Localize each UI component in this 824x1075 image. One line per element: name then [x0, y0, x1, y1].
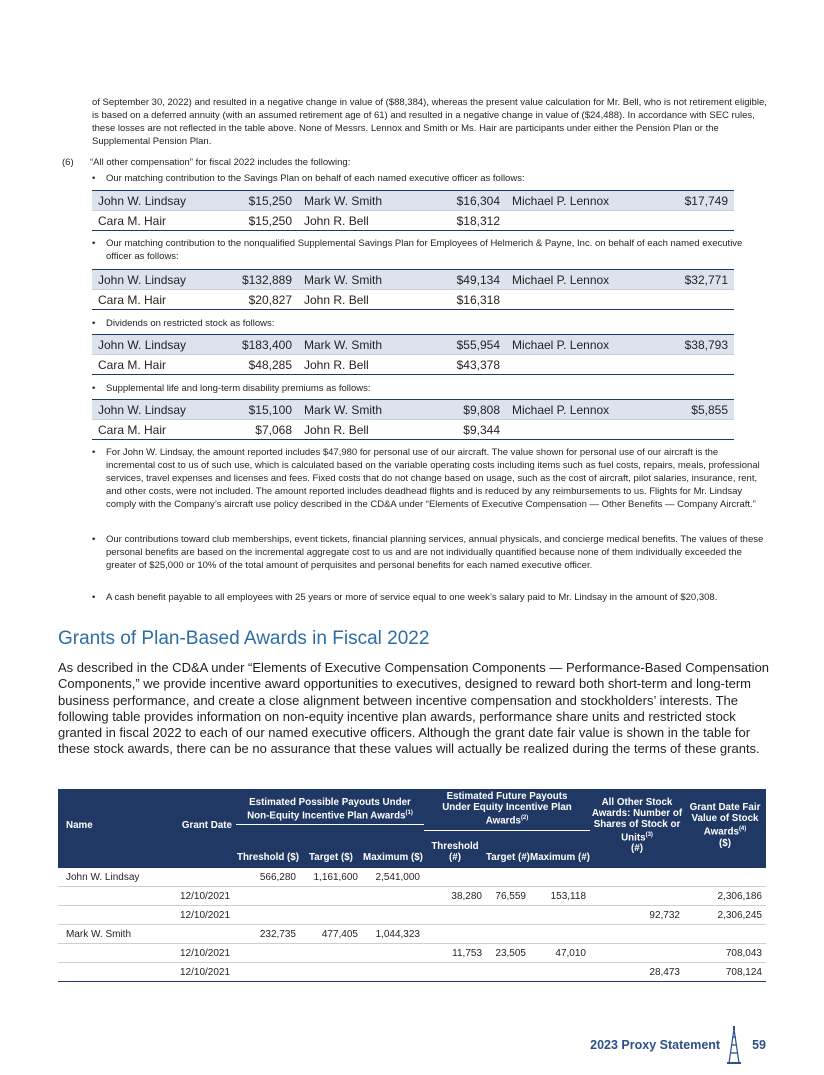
- cell-ne-threshold: [236, 963, 300, 982]
- officer-name: John W. Lindsay: [92, 191, 208, 211]
- cell-fair-value: [684, 868, 766, 887]
- bullet-text: For John W. Lindsay, the amount reported includes $47,980 for personal use of our aircraft. The value shown for personal use of our aircraft is the incremental cost to us of such use, which is calculated based on the variable operating costs including items such as fuel costs, repairs, meals, professional services, travel expenses and licenses and fees. Fixed costs that do not change based on usage, such as the cost of aircraft, pilot salaries, insurance, rent, and other costs, were not included. The amount reported includes deadhead flights and is reduced by any reimbursements to us. Flights for Mr. Lindsay comply with the Company’s aircraft use policy described in the CD&A under “Elements of Executive Compensation — Other Benefits — Company Aircraft.”: [106, 447, 760, 510]
- table-row: [92, 420, 734, 440]
- bullet-marker: •: [92, 318, 96, 329]
- premiums-table: [92, 399, 734, 440]
- bullet-marker: •: [92, 173, 96, 184]
- amount: $16,304: [428, 191, 506, 211]
- officer-name: Michael P. Lennox: [506, 270, 646, 290]
- table-row: [58, 944, 766, 963]
- footnote-number: (6): [62, 157, 74, 168]
- officer-name: John R. Bell: [298, 211, 428, 231]
- amount: $132,889: [208, 270, 298, 290]
- col-eq-target: Target (#): [486, 833, 530, 868]
- dividends-table: [92, 334, 734, 375]
- amount: $15,250: [208, 211, 298, 231]
- amount: $9,808: [428, 400, 506, 420]
- officer-name: John R. Bell: [298, 355, 428, 375]
- cell-ne-threshold: [236, 887, 300, 906]
- officer-name: Mark W. Smith: [298, 400, 428, 420]
- footnote-ref: (3): [645, 831, 653, 838]
- group-equity: [424, 789, 590, 833]
- cell-ne-threshold: [236, 906, 300, 925]
- cell-other-stock: [590, 944, 684, 963]
- cell-fair-value: 708,124: [684, 963, 766, 982]
- cell-eq-threshold: [424, 906, 486, 925]
- cell-eq-target: [486, 906, 530, 925]
- officer-name: Cara M. Hair: [92, 420, 208, 440]
- cell-ne-maximum: [362, 906, 424, 925]
- officer-name: Mark W. Smith: [298, 335, 428, 355]
- group-equity-label: Estimated Future Payouts Under Equity Incentive Plan Awards: [442, 791, 572, 827]
- amount: $183,400: [208, 335, 298, 355]
- supplemental-savings-table: [92, 269, 734, 310]
- amount: $43,378: [428, 355, 506, 375]
- cell-ne-target: [300, 944, 362, 963]
- cell-name: [58, 887, 166, 906]
- col-other-stock-label: All Other Stock Awards: Number of Shares of Stock or Units: [591, 796, 683, 844]
- amount: $18,312: [428, 211, 506, 231]
- cell-eq-threshold: [424, 868, 486, 887]
- bullet-text: Our contributions toward club memberships, event tickets, financial planning services, annual physicals, and concierge medical benefits. The values of these personal benefits are based on the incremental aggregate cost to us and are not individually quantified because none of them individually exceeded the greater of $25,000 or 10% of the total amount of perquisites and personal benefits for each named executive officer.: [106, 534, 764, 571]
- table-row: [58, 906, 766, 925]
- amount: [646, 420, 734, 440]
- footnote-label: “All other compensation” for fiscal 2022 includes the following:: [90, 157, 351, 168]
- section-title: Grants of Plan-Based Awards in Fiscal 2022: [58, 628, 430, 649]
- amount: $17,749: [646, 191, 734, 211]
- derrick-icon: [726, 1025, 742, 1065]
- table-row: [58, 887, 766, 906]
- cell-other-stock: 28,473: [590, 963, 684, 982]
- page-number: 59: [752, 1038, 766, 1052]
- cell-eq-target: 23,505: [486, 944, 530, 963]
- amount: $48,285: [208, 355, 298, 375]
- bullet-marker: •: [92, 534, 96, 545]
- col-eq-maximum: Maximum (#): [530, 833, 590, 868]
- amount: $55,954: [428, 335, 506, 355]
- amount: [646, 355, 734, 375]
- officer-name: Michael P. Lennox: [506, 400, 646, 420]
- cell-ne-target: 1,161,600: [300, 868, 362, 887]
- col-name: Name: [58, 789, 166, 868]
- amount: $7,068: [208, 420, 298, 440]
- officer-name: John R. Bell: [298, 290, 428, 310]
- col-ne-target: Target ($): [300, 833, 362, 868]
- col-fair-value: [684, 789, 766, 868]
- table-row: [92, 290, 734, 310]
- amount: $9,344: [428, 420, 506, 440]
- amount: $15,100: [208, 400, 298, 420]
- cell-ne-target: [300, 963, 362, 982]
- officer-name: [506, 290, 646, 310]
- cell-eq-threshold: 11,753: [424, 944, 486, 963]
- cell-ne-target: [300, 887, 362, 906]
- officer-name: Mark W. Smith: [298, 270, 428, 290]
- amount: $16,318: [428, 290, 506, 310]
- bullet-marker: •: [92, 592, 96, 603]
- table-row: [92, 211, 734, 231]
- amount: $15,250: [208, 191, 298, 211]
- amount: [646, 211, 734, 231]
- footnote-continuation: of September 30, 2022) and resulted in a negative change in value of ($88,384), whereas the present value calculation for Mr. Bell, who is not retirement eligible, is based on a deferred annuity (with an assumed retirement age of 61) and resulted in a negative change in value of ($24,488). In accordance with SEC rules, these losses are not reflected in the table above. None of Messrs. Lennox and Smith or Ms. Hair are participants under either the Pension Plan or the Supplemental Pension Plan.: [92, 97, 767, 147]
- cell-eq-threshold: [424, 925, 486, 944]
- cell-ne-target: 477,405: [300, 925, 362, 944]
- cell-name: Mark W. Smith: [58, 925, 166, 944]
- cell-name: [58, 944, 166, 963]
- bullet-marker: •: [92, 238, 96, 249]
- cell-fair-value: 2,306,245: [684, 906, 766, 925]
- cell-ne-maximum: [362, 887, 424, 906]
- table-row: [92, 270, 734, 290]
- cell-eq-maximum: 153,118: [530, 887, 590, 906]
- cell-eq-target: [486, 963, 530, 982]
- officer-name: Michael P. Lennox: [506, 335, 646, 355]
- cell-eq-target: [486, 925, 530, 944]
- cell-ne-threshold: 232,735: [236, 925, 300, 944]
- amount: $32,771: [646, 270, 734, 290]
- officer-name: Mark W. Smith: [298, 191, 428, 211]
- savings-plan-table: [92, 190, 734, 231]
- amount: $49,134: [428, 270, 506, 290]
- cell-grant-date: 12/10/2021: [166, 887, 236, 906]
- bullet-marker: •: [92, 383, 96, 394]
- cell-grant-date: 12/10/2021: [166, 906, 236, 925]
- col-other-stock: [590, 789, 684, 868]
- table-row: [92, 335, 734, 355]
- cell-name: [58, 906, 166, 925]
- table-row: [58, 963, 766, 982]
- cell-grant-date: [166, 925, 236, 944]
- officer-name: John W. Lindsay: [92, 335, 208, 355]
- cell-eq-threshold: [424, 963, 486, 982]
- officer-name: Cara M. Hair: [92, 355, 208, 375]
- cell-ne-threshold: [236, 944, 300, 963]
- cell-eq-maximum: 47,010: [530, 944, 590, 963]
- group-non-equity-label: Estimated Possible Payouts Under Non-Equity Incentive Plan Awards: [247, 796, 411, 822]
- cell-ne-maximum: [362, 944, 424, 963]
- cell-eq-maximum: [530, 868, 590, 887]
- cell-grant-date: [166, 868, 236, 887]
- cell-eq-maximum: [530, 925, 590, 944]
- officer-name: John R. Bell: [298, 420, 428, 440]
- cell-eq-target: 76,559: [486, 887, 530, 906]
- cell-grant-date: 12/10/2021: [166, 963, 236, 982]
- footer-title: 2023 Proxy Statement: [590, 1038, 721, 1052]
- cell-ne-threshold: 566,280: [236, 868, 300, 887]
- officer-name: John W. Lindsay: [92, 270, 208, 290]
- cell-name: John W. Lindsay: [58, 868, 166, 887]
- cell-grant-date: 12/10/2021: [166, 944, 236, 963]
- bullet-text: Our matching contribution to the Savings Plan on behalf of each named executive officer as follows:: [106, 173, 525, 184]
- footnote-ref: (4): [738, 826, 747, 833]
- cell-ne-maximum: 2,541,000: [362, 868, 424, 887]
- officer-name: [506, 211, 646, 231]
- page-footer: [590, 1025, 766, 1065]
- cell-fair-value: [684, 925, 766, 944]
- cell-eq-maximum: [530, 906, 590, 925]
- table-row: [92, 355, 734, 375]
- cell-ne-maximum: 1,044,323: [362, 925, 424, 944]
- officer-name: [506, 420, 646, 440]
- footnote-ref: (2): [520, 815, 529, 822]
- section-intro: As described in the CD&A under “Elements of Executive Compensation Components — Performance-Based Compensation Components,” we provide incentive award opportunities to executives, designed to reward both short-term and long-term business performance, and create a close alignment between incentive compensation and stockholders’ interests. The following table provides information on non-equity incentive plan awards, performance share units and restricted stock granted in fiscal 2022 to each of our named executive officers. Although the grant date fair value is shown in the table for these stock awards, there can be no assurance that these values will actually be realized during the terms of these grants.: [58, 660, 770, 757]
- cell-other-stock: [590, 887, 684, 906]
- bullet-text: Dividends on restricted stock as follows:: [106, 318, 275, 329]
- cell-other-stock: 92,732: [590, 906, 684, 925]
- col-fair-value-unit: ($): [719, 837, 731, 849]
- amount: $20,827: [208, 290, 298, 310]
- footnote-ref: (1): [405, 809, 413, 816]
- cell-ne-maximum: [362, 963, 424, 982]
- col-ne-threshold: Threshold ($): [236, 833, 300, 868]
- cell-name: [58, 963, 166, 982]
- table-row: [92, 191, 734, 211]
- cell-fair-value: 2,306,186: [684, 887, 766, 906]
- bullet-text: Supplemental life and long-term disability premiums as follows:: [106, 383, 371, 394]
- officer-name: John W. Lindsay: [92, 400, 208, 420]
- amount: $38,793: [646, 335, 734, 355]
- col-other-stock-unit: (#): [631, 843, 643, 855]
- officer-name: Cara M. Hair: [92, 290, 208, 310]
- bullet-text: Our matching contribution to the nonqualified Supplemental Savings Plan for Employees of Helmerich & Payne, Inc. on behalf of each named executive officer as follows:: [106, 238, 743, 262]
- officer-name: Michael P. Lennox: [506, 191, 646, 211]
- table-row: [92, 400, 734, 420]
- grants-table: [58, 789, 766, 982]
- amount: [646, 290, 734, 310]
- cell-ne-target: [300, 906, 362, 925]
- bullet-marker: •: [92, 447, 96, 458]
- bullet-text: A cash benefit payable to all employees with 25 years or more of service equal to one week’s salary paid to Mr. Lindsay in the amount of $20,308.: [106, 592, 718, 603]
- col-ne-maximum: Maximum ($): [362, 833, 424, 868]
- table-header-row: [58, 789, 766, 833]
- amount: $5,855: [646, 400, 734, 420]
- col-eq-threshold: Threshold (#): [424, 833, 486, 868]
- cell-other-stock: [590, 868, 684, 887]
- cell-fair-value: 708,043: [684, 944, 766, 963]
- col-grant-date: Grant Date: [166, 789, 236, 868]
- cell-eq-threshold: 38,280: [424, 887, 486, 906]
- table-row: [58, 925, 766, 944]
- table-row: [58, 868, 766, 887]
- group-non-equity: [236, 789, 424, 833]
- cell-eq-maximum: [530, 963, 590, 982]
- officer-name: [506, 355, 646, 375]
- col-fair-value-label: Grant Date Fair Value of Stock Awards: [689, 802, 761, 838]
- cell-other-stock: [590, 925, 684, 944]
- cell-eq-target: [486, 868, 530, 887]
- officer-name: Cara M. Hair: [92, 211, 208, 231]
